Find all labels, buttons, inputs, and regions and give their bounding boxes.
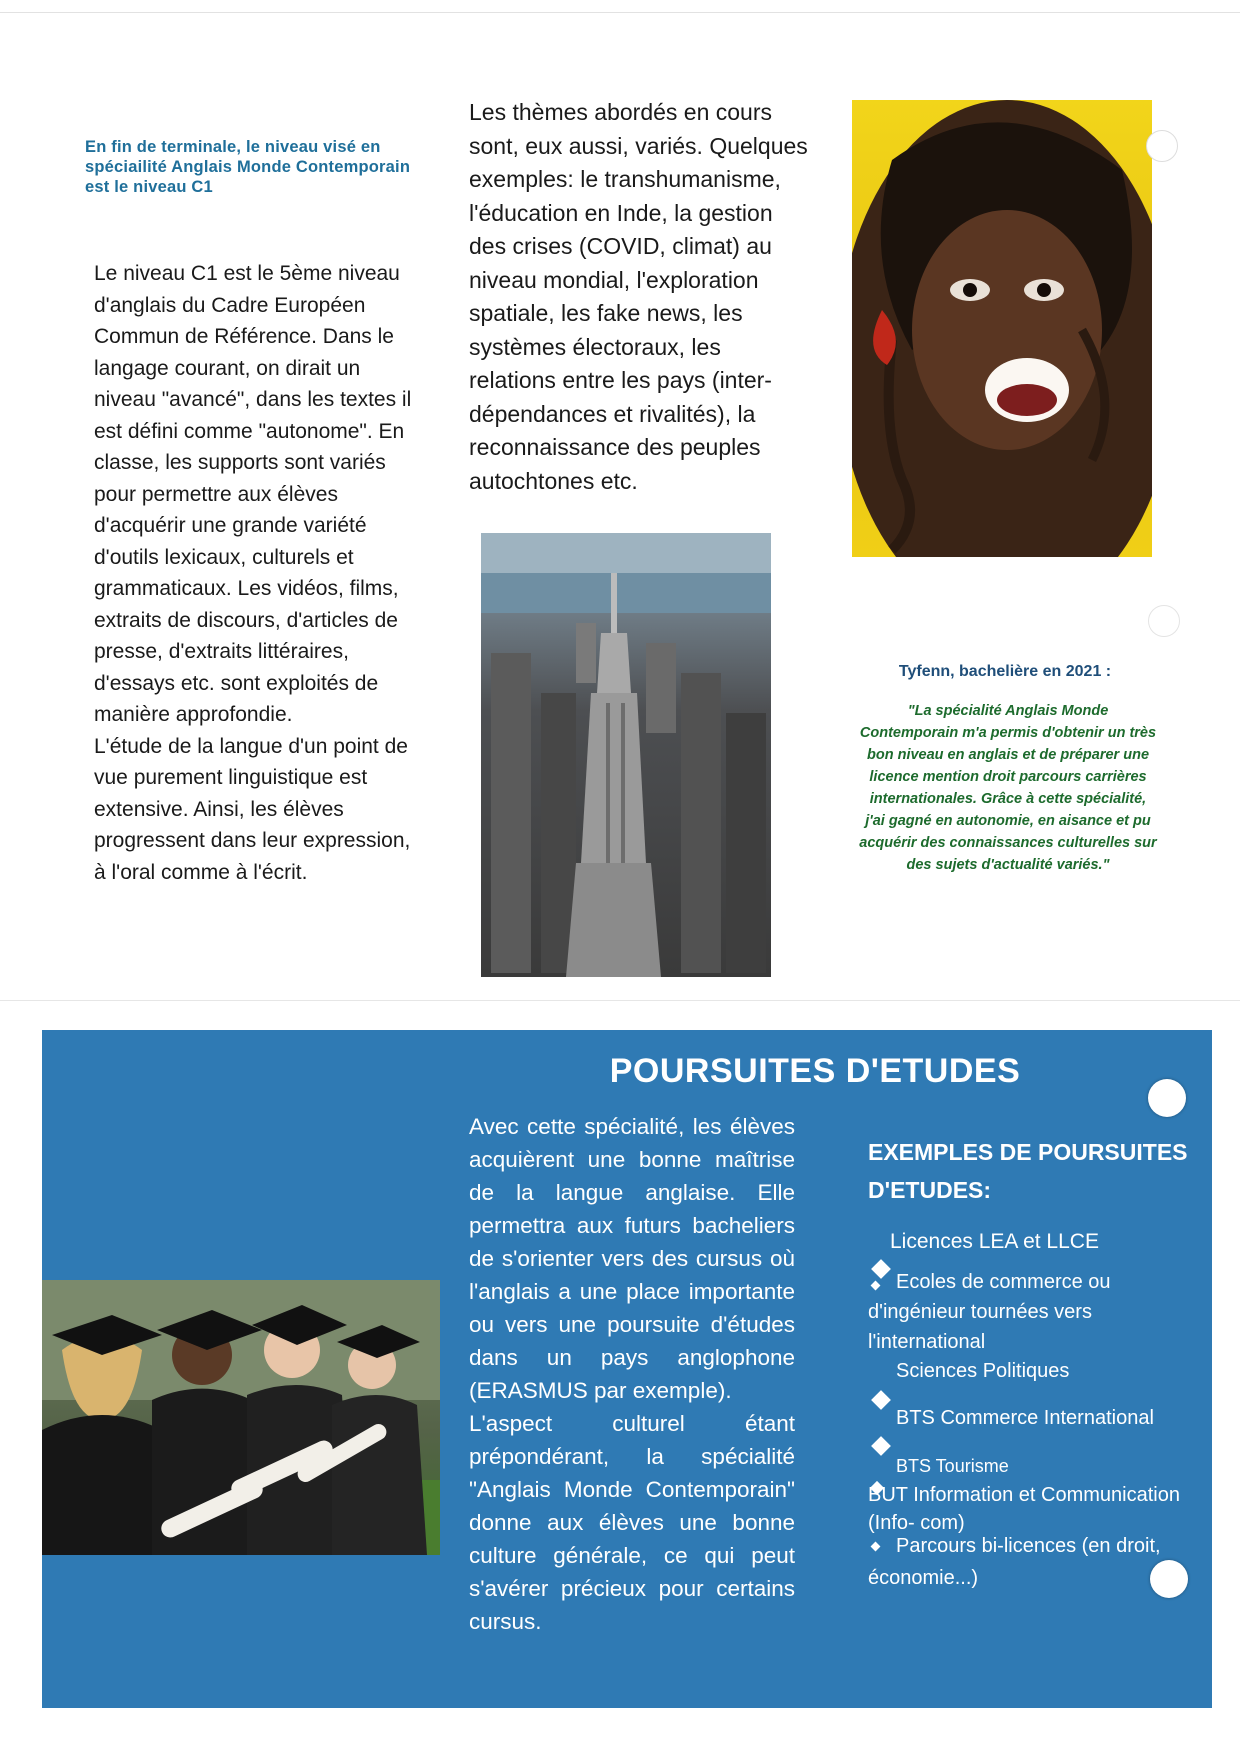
intro-paragraph-2: L'étude de la langue d'un point de vue purement linguistique est extensive. Ainsi, les élèves progressent dans leur expression, à l'oral comme à l'écrit. [94, 734, 411, 884]
list-item [868, 1357, 1208, 1385]
punch-hole [1148, 605, 1180, 637]
punch-hole [1146, 130, 1178, 162]
testimonial-quote: "La spécialité Anglais Monde Contemporain m'a permis d'obtenir un très bon niveau en anglais et de préparer une licence mention droit parcours carrières internationales. Grâce à cette spécialité, j'ai gagné en autonomie, en aisance et pu acquérir des connaissances culturelles sur des sujets d'actualité variés." [859, 703, 1157, 873]
top-rule [0, 12, 1240, 13]
studies-text [469, 1110, 795, 1638]
list-item-label: BTS Commerce International [896, 1407, 1154, 1429]
graduates-photo [42, 1280, 440, 1555]
punch-hole [1148, 1079, 1186, 1117]
list-item [868, 1453, 1208, 1479]
studies-title: POURSUITES D'ETUDES [609, 1052, 1021, 1090]
studies-paragraph-1: Avec cette spécialité, les élèves acquièrent une bonne maîtrise de la langue anglaise. Elle permettra aux futurs bacheliers de s'orienter vers des cursus où l'anglais a une place importante ou vers une poursuite d'études dans un pays anglophone (ERASMUS par exemple). [469, 1114, 795, 1403]
studies-paragraph-2: L'aspect culturel étant prépondérant, la spécialité "Anglais Monde Contemporain" donne aux élèves une bonne culture générale, ce qui peut s'avérer précieux pour certains cursus. [469, 1411, 795, 1634]
list-item [868, 1405, 1208, 1431]
list-item [868, 1228, 1208, 1256]
testimonial-author: Tyfenn, bachelière en 2021 : [898, 663, 1112, 680]
list-item-label: BUT Information et Communication (Info- com) [868, 1484, 1180, 1534]
empire-state-building-photo [481, 533, 771, 977]
themes-text [469, 96, 809, 498]
list-item-label: Parcours bi-licences (en droit, économie...) [868, 1535, 1161, 1589]
punch-hole [1150, 1560, 1188, 1598]
list-item [868, 1481, 1208, 1537]
list-item-label: Ecoles de commerce ou d'ingénieur tournées vers l'international [868, 1271, 1111, 1353]
examples-list [868, 1228, 1208, 1594]
intro-paragraph-1: Le niveau C1 est le 5ème niveau d'anglais du Cadre Européen Commun de Référence. Dans le langage courant, on dirait un niveau "avancé", dans les textes il est défini comme "autonome". En classe, les supports sont variés pour permettre aux élèves d'acquérir une grande variété d'outils lexicaux, culturels et grammaticaux. Les vidéos, films, extraits de discours, d'articles de presse, d'extraits littéraires, d'essays etc. sont exploités de manière approfondie. [94, 262, 412, 726]
section-divider [0, 1000, 1240, 1001]
list-item-label: Sciences Politiques [896, 1360, 1070, 1382]
list-item [868, 1267, 1208, 1357]
list-item-label: Licences LEA et LLCE [890, 1230, 1099, 1253]
list-item-label: BTS Tourisme [896, 1456, 1009, 1476]
examples-title: EXEMPLES DE POURSUITES D'ETUDES: [868, 1139, 1188, 1203]
intro-heading: En fin de terminale, le niveau visé en spéciailité Anglais Monde Contemporain est le niveau C1 [85, 138, 411, 196]
themes-paragraph: Les thèmes abordés en cours sont, eux aussi, variés. Quelques exemples: le transhumanisme, l'éducation en Inde, la gestion des crises (COVID, climat) au niveau mondial, l'exploration spatiale, les fake news, les systèmes électoraux, les relations entre les pays (inter-dépendances et rivalités), la reconnaissance des peuples autochtones etc. [469, 99, 808, 494]
smiling-girl-photo [852, 100, 1152, 557]
intro-body [94, 258, 424, 888]
